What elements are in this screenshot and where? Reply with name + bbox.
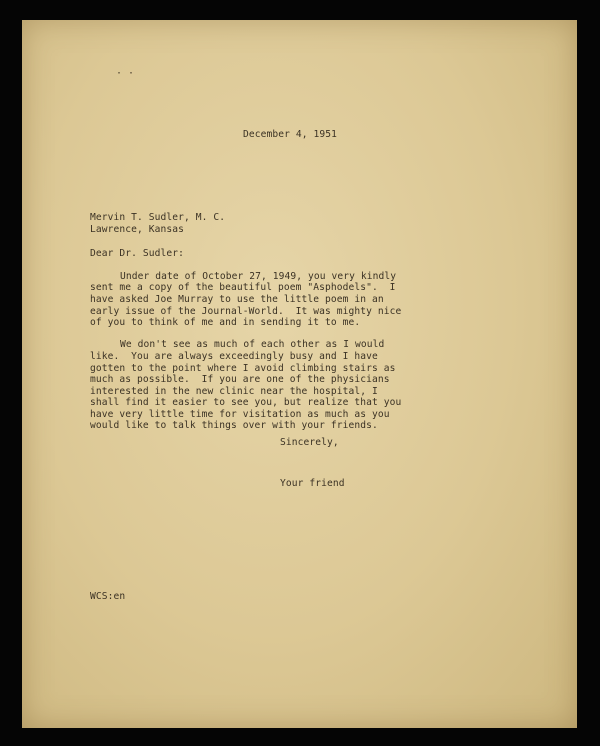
paragraph-line: sent me a copy of the beautiful poem "Asphodels". I <box>90 282 396 293</box>
closing: Sincerely, <box>280 437 339 448</box>
salutation: Dear Dr. Sudler: <box>90 248 185 259</box>
paragraph-line: shall find it easier to see you, but realize that you <box>90 397 402 408</box>
typist-initials: WCS:en <box>90 591 126 602</box>
paragraph-line: interested in the new clinic near the hospital, I <box>90 386 378 397</box>
paragraph-line: like. You are always exceedingly busy and I have <box>90 351 378 362</box>
paragraph-line: of you to think of me and in sending it to me. <box>90 317 361 328</box>
paragraph-line: gotten to the point where I avoid climbing stairs as <box>90 363 396 374</box>
recipient-city: Lawrence, Kansas <box>90 224 185 235</box>
paragraph-line: have asked Joe Murray to use the little poem in an <box>90 294 384 305</box>
paragraph-line: early issue of the Journal-World. It was mighty nice <box>90 306 402 317</box>
paragraph-line: would like to talk things over with your friends. <box>90 420 378 431</box>
paragraph-line: much as possible. If you are one of the physicians <box>90 374 390 385</box>
signature: Your friend <box>280 478 345 489</box>
recipient-name: Mervin T. Sudler, M. C. <box>90 212 226 223</box>
paragraph-line: Under date of October 27, 1949, you very kindly <box>120 271 397 282</box>
paragraph-line: have very little time for visitation as much as you <box>90 409 390 420</box>
paragraph-line: We don't see as much of each other as I would <box>120 339 385 350</box>
letter-date: December 4, 1951 <box>243 129 338 140</box>
paper-specks: · · <box>116 68 135 79</box>
